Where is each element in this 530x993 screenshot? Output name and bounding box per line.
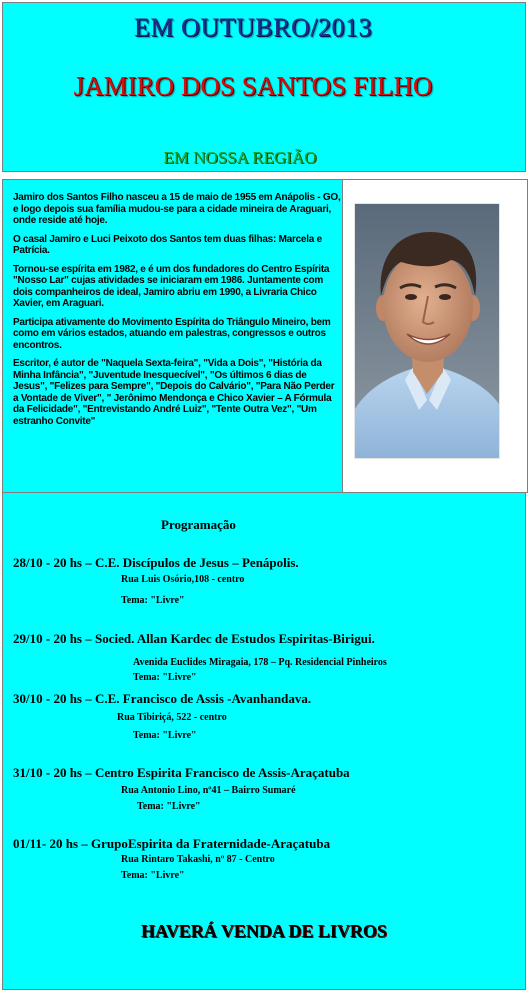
event-address: Avenida Euclides Miragaia, 178 – Pq. Residencial Pinheiros	[133, 657, 387, 668]
event-month-title: EM OUTUBRO/2013	[134, 13, 372, 42]
schedule-title: Programação	[161, 517, 236, 532]
bio-paragraph: Jamiro dos Santos Filho nasceu a 15 de maio de 1955 em Anápolis - GO, e logo depois sua família mudou-se para a cidade mineira de Araguari, onde reside até hoje.	[13, 192, 341, 226]
event-line: 01/11- 20 hs – GrupoEspirita da Fraternidade-Araçatuba	[13, 836, 331, 851]
event-line: 30/10 - 20 hs – C.E. Francisco de Assis -Avanhandava.	[13, 691, 312, 706]
event-theme: Tema: "Livre"	[133, 730, 197, 741]
event-theme: Tema: "Livre"	[121, 595, 185, 606]
event-theme: Tema: "Livre"	[133, 672, 197, 683]
event-address: Rua Rintaro Takashi, nº 87 - Centro	[121, 854, 275, 865]
region-subtitle: EM NOSSA REGIÃO	[163, 148, 317, 167]
speaker-name-title: JAMIRO DOS SANTOS FILHO	[73, 71, 433, 101]
event-line: 29/10 - 20 hs – Socied. Allan Kardec de Estudos Espiritas-Birigui.	[13, 631, 375, 646]
portrait-image	[355, 204, 499, 458]
event-address: Rua Tibiriçá, 522 - centro	[117, 712, 227, 723]
bio-paragraph: Tornou-se espírita em 1982, e é um dos fundadores do Centro Espírita "Nosso Lar" cujas atividades se iniciaram em 1986. Juntamente com dois companheiros de ideal, Jamiro abriu em 1990, a Livraria Chico Xavier, em Araguari.	[13, 263, 330, 309]
bio-paragraph: O casal Jamiro e Luci Peixoto dos Santos tem duas filhas: Marcela e Patrícia.	[13, 233, 322, 256]
event-theme: Tema: "Livre"	[137, 801, 201, 812]
event-address: Rua Antonio Lino, nº41 – Bairro Sumaré	[121, 785, 296, 796]
header-banner	[2, 2, 526, 172]
biography-box	[2, 179, 344, 493]
bio-paragraph: Participa ativamente do Movimento Espírita do Triângulo Mineiro, bem como em vários estados, atuando em palestras, congressos e outros encontros.	[13, 316, 331, 351]
book-sale-notice: HAVERÁ VENDA DE LIVROS	[141, 921, 387, 941]
event-address: Rua Luis Osório,108 - centro	[121, 574, 245, 585]
event-line: 28/10 - 20 hs – C.E. Discípulos de Jesus – Penápolis.	[13, 555, 299, 570]
biography-text	[13, 192, 341, 434]
schedule-box	[2, 492, 526, 990]
bio-paragraph: Escritor, é autor de "Naquela Sexta-feira", "Vida a Dois", "História da Minha Infância", "Juventude Inesquecível", "Os últimos 6 dias de Jesus", "Felizes para Sempre", "Depois do Calvário", "Para Não Perder a Vontade de Viver", " Jerônimo Mendonça e Chico Xavier – A Fórmula da Felicidade", "Entrevistando André Luiz", "Tente Outra Vez", "Um estranho Convite"	[13, 358, 335, 427]
portrait-photo	[354, 203, 500, 459]
photo-frame	[342, 179, 528, 493]
event-theme: Tema: "Livre"	[121, 870, 185, 881]
event-line: 31/10 - 20 hs – Centro Espirita Francisco de Assis-Araçatuba	[13, 765, 350, 780]
